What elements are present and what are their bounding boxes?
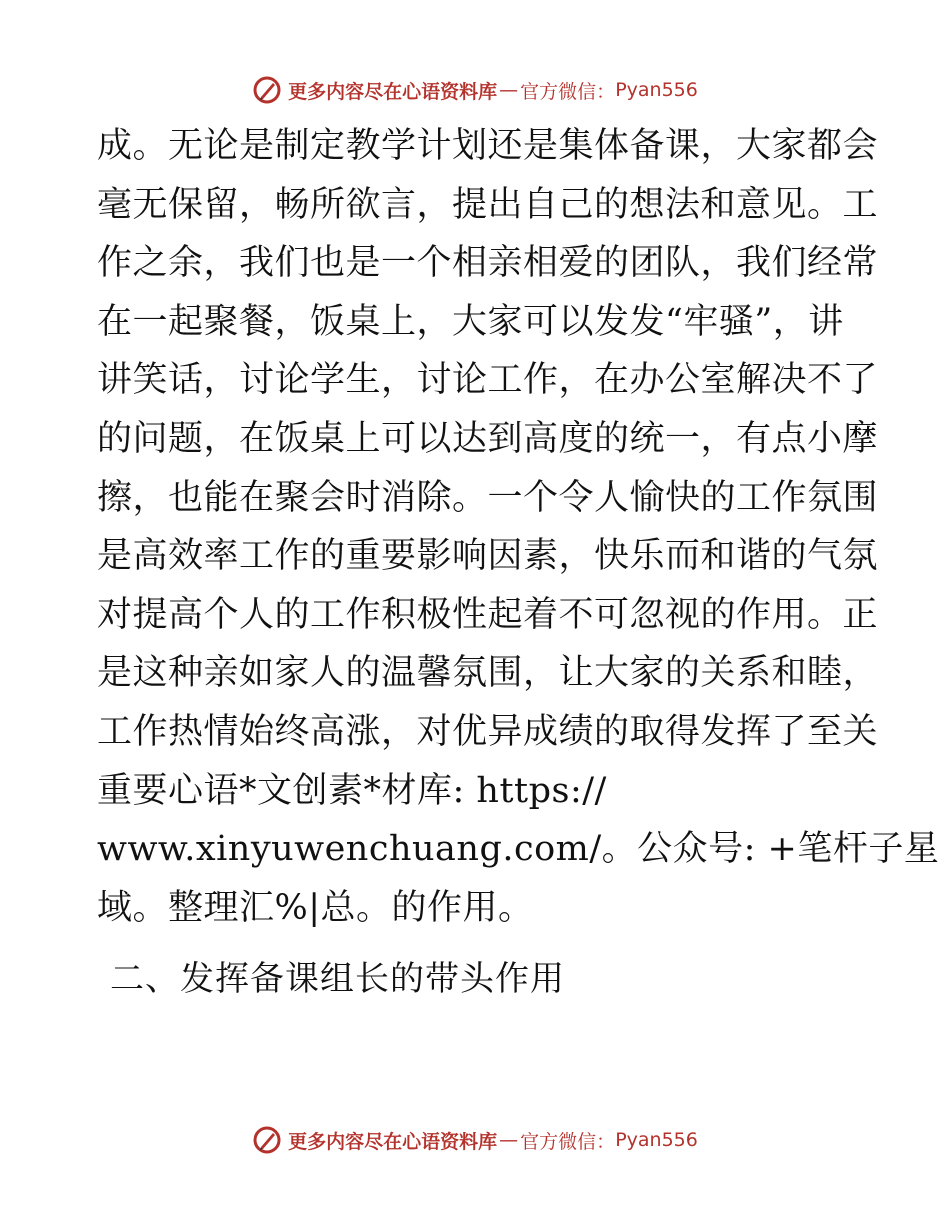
body-line: 工作热情始终高涨，对优异成绩的取得发挥了至关	[97, 711, 879, 752]
banner-wechat-label: 官方微信：	[520, 80, 616, 103]
banner-account: Pyan556	[615, 1129, 698, 1151]
body-line: 在一起聚餐，饭桌上，大家可以发发“牢骚”，讲	[97, 301, 844, 342]
body-line: www.xinyuwenchuang.com/。公众号: +笔杆子星	[97, 829, 940, 870]
banner-wechat-label: 官方微信：	[520, 1130, 616, 1153]
pen-logo-icon	[252, 1125, 282, 1155]
banner-brand: 更多内容尽在心语资料库	[288, 1130, 498, 1153]
body-text	[97, 117, 940, 937]
banner-dash: —	[499, 79, 519, 101]
body-line: 擦，也能在聚会时消除。一个令人愉快的工作氛围	[97, 477, 879, 518]
section-heading: 二、发挥备课组长的带头作用	[110, 959, 565, 999]
body-line: 作之余，我们也是一个相亲相爱的团队，我们经常	[97, 243, 879, 284]
body-line: 是高效率工作的重要影响因素，快乐而和谐的气氛	[97, 536, 879, 577]
footer-banner	[0, 1120, 950, 1160]
body-line: 对提高个人的工作积极性起着不可忽视的作用。正	[97, 594, 879, 635]
body-line: 重要心语*文创素*材库: https://	[97, 770, 607, 811]
body-line: 讲笑话，讨论学生，讨论工作，在办公室解决不了	[97, 360, 879, 401]
body-line: 域。整理汇%|总。的作用。	[97, 887, 534, 928]
body-line: 毫无保留，畅所欲言，提出自己的想法和意见。工	[97, 184, 879, 225]
banner-brand: 更多内容尽在心语资料库	[288, 80, 498, 103]
header-banner	[0, 70, 950, 110]
body-line: 是这种亲如家人的温馨氛围，让大家的关系和睦，	[97, 653, 879, 694]
body-line: 成。无论是制定教学计划还是集体备课，大家都会	[97, 126, 879, 166]
pen-logo-icon	[252, 75, 282, 105]
body-line: 的问题，在饭桌上可以达到高度的统一，有点小摩	[97, 418, 879, 459]
banner-dash: —	[499, 1129, 519, 1151]
banner-account: Pyan556	[615, 79, 698, 101]
